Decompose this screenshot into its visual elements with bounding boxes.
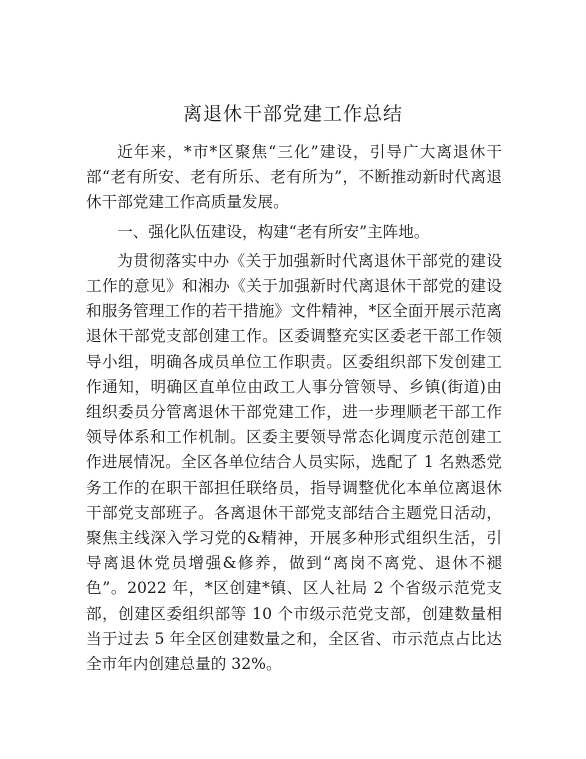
section-heading: 一、强化队伍建设，构建“老有所安”主阵地。 <box>117 222 430 241</box>
document-body <box>86 140 502 677</box>
body-paragraph: 为贯彻落实中办《关于加强新时代离退休干部党的建设工作的意见》和湘办《关于加强新时代离退休干部党的建设和服务管理工作的若干措施》文件精神，*区全面开展示范离退休干部党支部创建工作。区委调整充实区委老干部工作领导小组，明确各成员单位工作职责。区委组织部下发创建工作通知，明确区直单位由政工人事分管领导、乡镇(街道)由组织委员分管离退休干部党建工作，进一步理顺老干部工作领导体系和工作机制。区委主要领导常态化调度示范创建工作进展情况。全区各单位结合人员实际，选配了 1 名熟悉党务工作的在职干部担任联络员，指导调整优化本单位离退休干部党支部班子。各离退休干部党支部结合主题党日活动，聚焦主线深入学习党的&精神，开展多种形式组织生活，引导离退休党员增强&修养，做到“离岗不离党、退休不褪色”。2022 年，*区创建*镇、区人社局 2 个省级示范党支部，创建区委组织部等 10 个市级示范党支部，创建数量相当于过去 5 年全区创建数量之和，全区省、市示范点占比达全市年内创建总量的 32%。 <box>86 251 502 674</box>
document-title: 离退休干部党建工作总结 <box>182 103 403 125</box>
intro-paragraph: 近年来，*市*区聚焦“三化”建设，引导广大离退休干部“老有所安、老有所乐、老有所为”，不断推动新时代离退休干部党建工作高质量发展。 <box>86 143 502 212</box>
